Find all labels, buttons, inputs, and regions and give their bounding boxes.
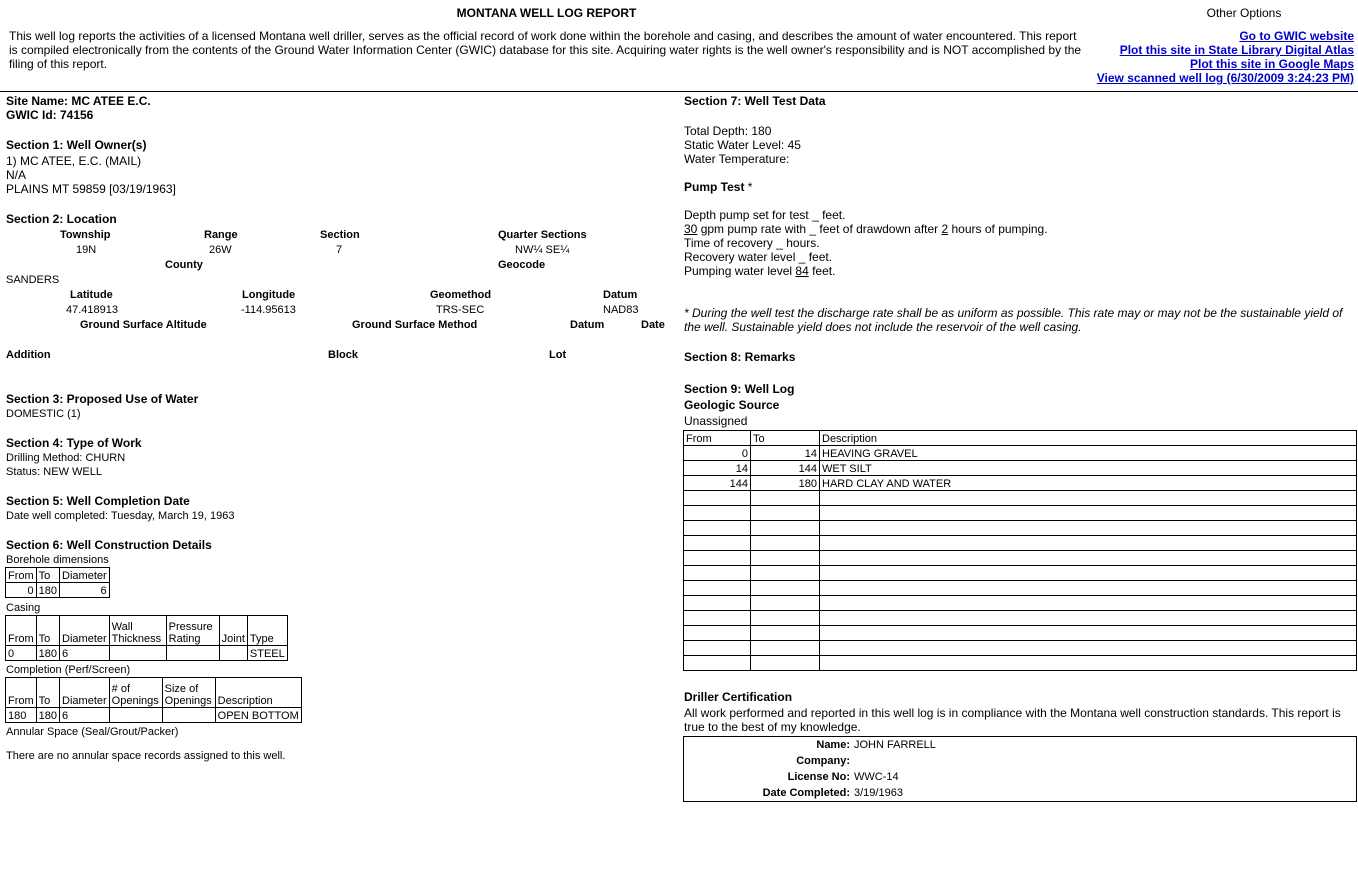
log-header-description: Description — [820, 431, 1357, 446]
other-options — [1054, 6, 1354, 85]
ground-surface-method-label: Ground Surface Method — [352, 319, 478, 331]
driller-name-value: JOHN FARRELL — [854, 739, 936, 751]
casing-pressure-rating — [166, 646, 219, 661]
hours-value: 2 — [941, 222, 949, 236]
log-from: 14 — [684, 461, 751, 476]
borehole-header-to: To — [36, 568, 59, 583]
completion-to: 180 — [36, 708, 59, 723]
completion-title: Completion (Perf/Screen) — [6, 664, 131, 676]
annular-none: There are no annular space records assigned to this well. — [6, 750, 286, 762]
ground-surface-altitude-label: Ground Surface Altitude — [80, 319, 207, 331]
date-completed-label: Date Completed: — [762, 787, 850, 799]
section-5-title: Section 5: Well Completion Date — [6, 494, 190, 508]
casing-header-from: From — [6, 616, 37, 646]
owner-line-3: PLAINS MT 59859 [03/19/1963] — [6, 182, 176, 196]
borehole-to: 180 — [36, 583, 59, 598]
block-label: Block — [328, 349, 358, 361]
addition-label: Addition — [6, 349, 51, 361]
report-title: MONTANA WELL LOG REPORT — [456, 6, 637, 20]
casing-wall-thickness — [109, 646, 166, 661]
table-row — [684, 476, 1357, 491]
township-value: 19N — [76, 244, 97, 256]
section-7-title: Section 7: Well Test Data — [684, 94, 826, 108]
well-test-note: * During the well test the discharge rate shall be as uniform as possible. This rate may or may not be the sustainable yield of the well. Sustainable yield does not include the reservoir of the well casing. — [684, 306, 1343, 334]
table-row — [684, 446, 1357, 461]
log-description: WET SILT — [820, 461, 1357, 476]
geologic-source-value: Unassigned — [684, 414, 748, 428]
pump-test-asterisk: * — [747, 180, 753, 194]
completion-header-from: From — [6, 678, 37, 708]
datum-value: NAD83 — [603, 304, 639, 316]
pumping-level-value: 84 — [795, 264, 809, 278]
latitude-label: Latitude — [70, 289, 113, 301]
driller-name-label: Name: — [816, 739, 850, 751]
altitude-date-label: Date — [641, 319, 665, 331]
drilling-method: Drilling Method: CHURN — [6, 452, 126, 464]
quarter-sections-label: Quarter Sections — [498, 229, 587, 241]
completion-header-size-of-openings: Size of Openings — [162, 678, 215, 708]
google-maps-link[interactable]: Plot this site in Google Maps — [1189, 57, 1354, 71]
completion-header-to: To — [36, 678, 59, 708]
section-3-title: Section 3: Proposed Use of Water — [6, 392, 199, 406]
gwic-id: GWIC Id: 74156 — [6, 108, 94, 122]
range-label: Range — [204, 229, 238, 241]
casing-header-pressure-rating: Pressure Rating — [166, 616, 219, 646]
longitude-value: -114.95613 — [241, 304, 296, 316]
completion-table — [5, 677, 302, 723]
geocode-label: Geocode — [498, 259, 546, 271]
casing-joint — [219, 646, 247, 661]
completion-header-openings: # of Openings — [109, 678, 162, 708]
quarter-sections-value: NW¼ SE¼ — [515, 244, 570, 256]
empty-row — [684, 566, 1357, 581]
log-to: 180 — [751, 476, 820, 491]
section-6-title: Section 6: Well Construction Details — [6, 538, 212, 552]
other-options-title: Other Options — [1206, 6, 1282, 20]
site-name: Site Name: MC ATEE E.C. — [6, 94, 151, 108]
table-row — [684, 461, 1357, 476]
total-depth: Total Depth: 180 — [684, 124, 772, 138]
casing-header-diameter: Diameter — [60, 616, 110, 646]
scanned-well-log-link[interactable]: View scanned well log (6/30/2009 3:24:23 PM) — [1096, 71, 1354, 85]
log-to: 14 — [751, 446, 820, 461]
casing-header-type: Type — [247, 616, 287, 646]
completion-openings — [109, 708, 162, 723]
empty-row — [684, 536, 1357, 551]
annular-title: Annular Space (Seal/Grout/Packer) — [6, 726, 179, 738]
casing-from: 0 — [6, 646, 37, 661]
log-description: HARD CLAY AND WATER — [820, 476, 1357, 491]
completion-date: Date well completed: Tuesday, March 19, 1963 — [6, 510, 235, 522]
altitude-datum-label: Datum — [570, 319, 605, 331]
pump-rate-text: gpm pump rate with _ feet of drawdown after — [697, 222, 942, 236]
range-value: 26W — [209, 244, 232, 256]
digital-atlas-link[interactable]: Plot this site in State Library Digital Atlas — [1119, 43, 1354, 57]
section-value: 7 — [336, 244, 343, 256]
driller-certification-title: Driller Certification — [684, 690, 793, 704]
certification-box — [683, 736, 1357, 802]
empty-row — [684, 641, 1357, 656]
pumping-level-line — [684, 264, 835, 278]
owner-line-1: 1) MC ATEE, E.C. (MAIL) — [6, 154, 142, 168]
casing-type: STEEL — [247, 646, 287, 661]
section-4-title: Section 4: Type of Work — [6, 436, 142, 450]
date-completed-value: 3/19/1963 — [854, 787, 903, 799]
borehole-table — [5, 567, 110, 598]
driller-certification-text: All work performed and reported in this well log is in compliance with the Montana well construction standards. This report is true to the best of my knowledge. — [684, 706, 1341, 734]
well-log-table — [683, 430, 1357, 671]
completion-size-of-openings — [162, 708, 215, 723]
section-label: Section — [320, 229, 360, 241]
geomethod-label: Geomethod — [430, 289, 492, 301]
log-description: HEAVING GRAVEL — [820, 446, 1357, 461]
empty-row — [684, 656, 1357, 671]
section-1-title: Section 1: Well Owner(s) — [6, 138, 147, 152]
report-header — [0, 0, 1358, 92]
section-8-title: Section 8: Remarks — [684, 350, 796, 364]
township-label: Township — [60, 229, 111, 241]
pumping-level-unit: feet. — [808, 264, 836, 278]
empty-row — [684, 596, 1357, 611]
latitude-value: 47.418913 — [66, 304, 118, 316]
completion-from: 180 — [6, 708, 37, 723]
completion-description: OPEN BOTTOM — [215, 708, 301, 723]
empty-row — [684, 581, 1357, 596]
casing-diameter: 6 — [60, 646, 110, 661]
county-value: SANDERS — [6, 274, 60, 286]
log-header-to: To — [751, 431, 820, 446]
gwic-website-link[interactable]: Go to GWIC website — [1239, 29, 1354, 43]
casing-header-wall-thickness: Wall Thickness — [109, 616, 166, 646]
report-intro: This well log reports the activities of a licensed Montana well driller, serves as the official record of work done within the borehole and casing, and describes the amount of water encountered. This report is compiled electronically from the contents of the Ground Water Information Center (GWIC) database for this site. Acquiring water rights is the well owner's responsibility and is NOT accomplished by the filing of this report. — [9, 29, 1082, 71]
gpm-value: 30 — [684, 222, 698, 236]
geomethod-value: TRS-SEC — [436, 304, 485, 316]
geologic-source-title: Geologic Source — [684, 398, 780, 412]
pump-rate-line — [684, 222, 1048, 236]
empty-row — [684, 626, 1357, 641]
recovery-time-line: Time of recovery _ hours. — [684, 236, 820, 250]
empty-row — [684, 506, 1357, 521]
borehole-header-from: From — [6, 568, 37, 583]
casing-to: 180 — [36, 646, 59, 661]
log-from: 0 — [684, 446, 751, 461]
casing-table — [5, 615, 288, 661]
casing-header-to: To — [36, 616, 59, 646]
borehole-diameter: 6 — [60, 583, 110, 598]
longitude-label: Longitude — [242, 289, 296, 301]
section-2-title: Section 2: Location — [6, 212, 117, 226]
completion-diameter: 6 — [60, 708, 110, 723]
borehole-header-diameter: Diameter — [60, 568, 110, 583]
lot-label: Lot — [549, 349, 567, 361]
pump-hours-text: hours of pumping. — [948, 222, 1048, 236]
header-left — [9, 6, 1084, 71]
empty-row — [684, 611, 1357, 626]
pumping-level-text: Pumping water level — [684, 264, 796, 278]
borehole-from: 0 — [6, 583, 37, 598]
empty-row — [684, 491, 1357, 506]
license-value: WWC-14 — [854, 771, 899, 783]
work-status: Status: NEW WELL — [6, 466, 102, 478]
pump-test-heading — [684, 180, 752, 194]
static-water-level: Static Water Level: 45 — [684, 138, 801, 152]
log-to: 144 — [751, 461, 820, 476]
section-9-title: Section 9: Well Log — [684, 382, 795, 396]
owner-line-2: N/A — [6, 168, 27, 182]
log-from: 144 — [684, 476, 751, 491]
completion-header-diameter: Diameter — [60, 678, 110, 708]
empty-row — [684, 551, 1357, 566]
company-label: Company: — [796, 755, 850, 767]
license-label: License No: — [787, 771, 850, 783]
county-label: County — [165, 259, 203, 271]
pump-test-title: Pump Test — [684, 180, 745, 194]
log-header-from: From — [684, 431, 751, 446]
casing-header-joint: Joint — [219, 616, 247, 646]
proposed-use-value: DOMESTIC (1) — [6, 408, 81, 420]
recovery-level-line: Recovery water level _ feet. — [684, 250, 833, 264]
empty-row — [684, 521, 1357, 536]
pump-depth-line: Depth pump set for test _ feet. — [684, 208, 846, 222]
completion-header-description: Description — [215, 678, 301, 708]
water-temperature: Water Temperature: — [684, 152, 790, 166]
casing-title: Casing — [6, 602, 41, 614]
datum-label: Datum — [603, 289, 638, 301]
borehole-title: Borehole dimensions — [6, 554, 109, 566]
